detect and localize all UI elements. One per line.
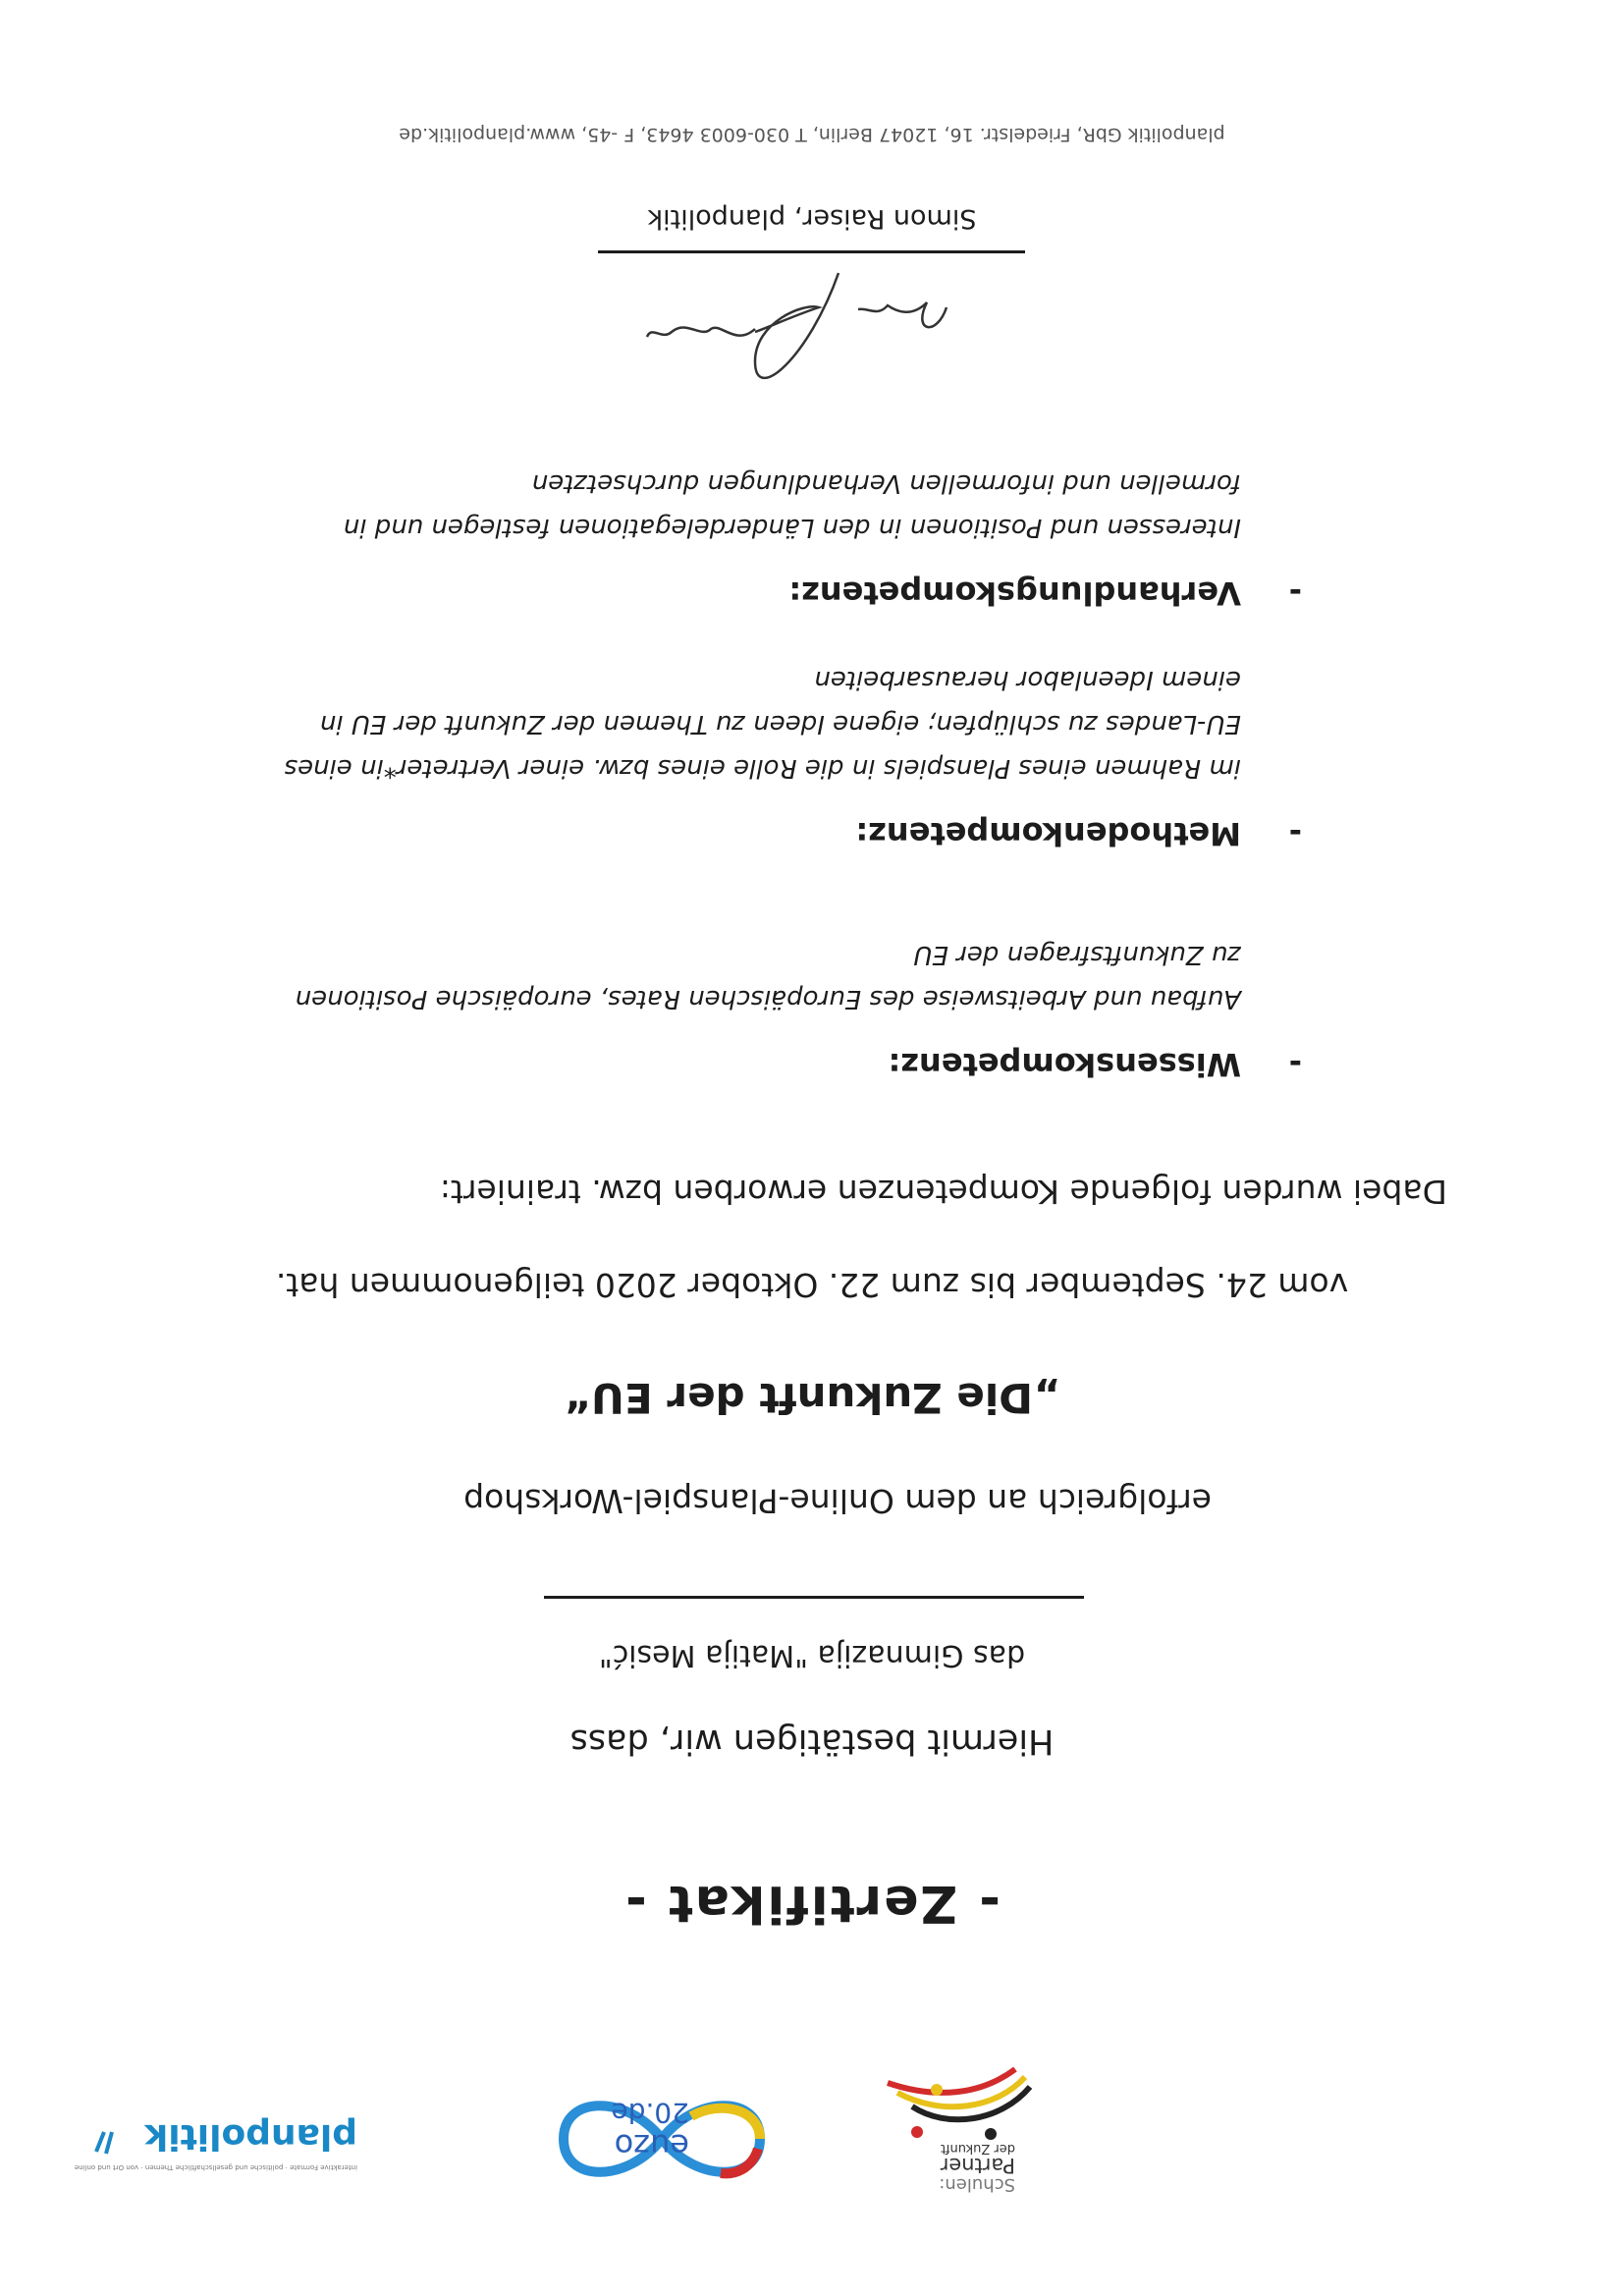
- competency-description-line: zu Zukunftsfragen der EU: [913, 939, 1241, 969]
- competency-description-line: Interessen und Positionen in den Länderdelegationen festlegen und in: [343, 512, 1241, 542]
- competency-heading: Wissenskompetenz:: [888, 1046, 1241, 1083]
- footer-address: planpolitik GbR, Friedelstr. 16, 12047 Berlin, T 030-6003 4643, F -45, www.planpolitik.de: [399, 124, 1225, 145]
- planpolitik-swoosh-icon: [92, 2128, 116, 2158]
- spp-line3: der Zukunft: [941, 2141, 1015, 2156]
- signer-name: Simon Raiser, planpolitik: [647, 203, 977, 234]
- competency-description-line: einem Ideenlabor herausarbeiten: [814, 664, 1241, 694]
- competency-description-line: EU-Landes zu schlüpfen; eigene Ideen zu Themen der Zukunft der EU in: [319, 708, 1241, 738]
- competency-description: [112, 461, 1241, 549]
- school-name: das Gimnazija "Matija Mesić": [598, 1638, 1026, 1672]
- bullet-dash: -: [1288, 815, 1302, 852]
- planpolitik-tagline: interaktive Formate · politische und gesellschaftliche Themen · von Ort und online: [74, 2163, 357, 2171]
- signature-line: [598, 250, 1025, 253]
- confirmation-text: Hiermit bestätigen wir, dass: [569, 1722, 1055, 1761]
- workshop-intro: erfolgreich an dem Online-Planspiel-Workshop: [463, 1482, 1212, 1520]
- competency-negotiation: [112, 461, 1302, 612]
- schulen-partner-logo: [868, 2065, 1035, 2203]
- competency-heading: Verhandlungskompetenz:: [788, 574, 1241, 612]
- competency-description: [112, 932, 1241, 1020]
- euzo-domain-text: 20.de: [611, 2097, 689, 2129]
- planpolitik-logo: [74, 2085, 357, 2193]
- competency-knowledge: [112, 932, 1302, 1083]
- planpolitik-brand: planpolitik: [144, 2116, 357, 2157]
- workshop-title: „Die Zukunft der EU“: [564, 1374, 1060, 1422]
- competency-description-line: formellen und informellen Verhandlungen durchsetzten: [531, 467, 1241, 498]
- date-line: vom 24. September bis zum 22. Oktober 2020 teilgenommen hat.: [275, 1266, 1349, 1304]
- bullet-dash: -: [1288, 1046, 1302, 1083]
- school-underline: [544, 1596, 1084, 1599]
- spp-line1: Schulen:: [939, 2174, 1015, 2195]
- handwritten-signature: [642, 258, 966, 415]
- competency-description: [112, 657, 1241, 790]
- bullet-dash: -: [1288, 574, 1302, 612]
- competency-description-line: Aufbau und Arbeitsweise des Europäischen Rates, europäische Positionen: [295, 983, 1241, 1013]
- competency-description-line: im Rahmen eines Planspiels in die Rolle eines bzw. einer Vertreter*in eines: [284, 752, 1241, 783]
- competencies-intro: Dabei wurden folgende Kompetenzen erworben bzw. trainiert:: [439, 1173, 1447, 1211]
- certificate-title: - Zertifikat -: [623, 1874, 1001, 1933]
- logo-bar: [0, 2055, 1624, 2203]
- competency-heading: Methodenkompetenz:: [855, 815, 1241, 852]
- euzo-text: euzo: [614, 2127, 689, 2164]
- competency-method: [112, 657, 1302, 852]
- euzo-logo: [544, 2075, 780, 2203]
- spp-line2: Partner: [940, 2154, 1015, 2177]
